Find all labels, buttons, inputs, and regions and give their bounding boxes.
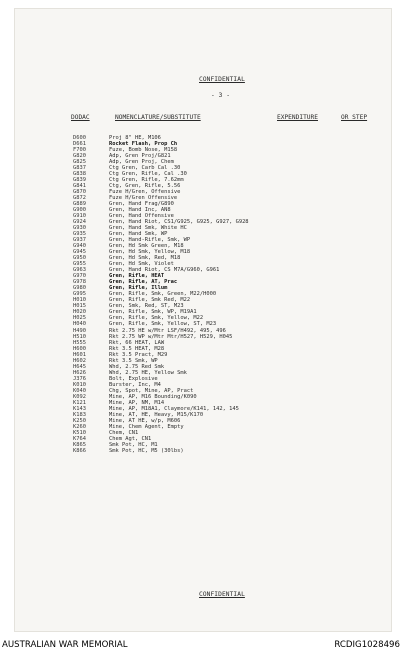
dodac-code: G995 — [73, 291, 86, 298]
dodac-code: K865 — [73, 441, 86, 448]
nomenclature-text: Rkt 2.75 WP w/Mtr Mtr/H527, H529, H045 — [109, 333, 233, 340]
dodac-code: G970 — [73, 273, 86, 280]
nomenclature-text: Gren, Hd Smk, Violet — [109, 261, 174, 268]
column-header-expenditure: EXPENDITURE — [277, 114, 318, 121]
nomenclature-text: Gren, Rifle, Smk, Yellow, M22 — [109, 315, 204, 322]
confidential-footer: CONFIDENTIAL — [199, 591, 245, 598]
dodac-code: H510 — [73, 333, 86, 340]
dodac-code: H015 — [73, 303, 86, 310]
dodac-code: H025 — [73, 315, 86, 322]
nomenclature-text: Burster, Inc, M4 — [109, 381, 161, 388]
nomenclature-text: Gren, Hand-Rifle, Smk, WP — [109, 237, 191, 244]
column-header-or-step: OR STEP — [341, 114, 368, 121]
nomenclature-text: Whd, 2.75 HE, Yellow Smk — [109, 369, 187, 376]
dodac-code: G839 — [73, 177, 86, 184]
dodac-code: D600 — [73, 135, 86, 141]
dodac-code: G870 — [73, 189, 86, 196]
list-item — [61, 448, 381, 454]
nomenclature-text: Gren, Hd Smk, Yellow, M18 — [109, 249, 191, 256]
nomenclature-text: Ctg, Gren, Rifle, 5.56 — [109, 183, 181, 190]
dodac-code: H601 — [73, 351, 86, 358]
nomenclature-text: Gren, Rifle, Smk, Yellow, ST, M23 — [109, 321, 217, 328]
dodac-code: K260 — [73, 423, 86, 430]
nomenclature-text: Gren, Hand Riot, CS M7A/G960, G961 — [109, 267, 220, 274]
dodac-code: G825 — [73, 159, 86, 166]
nomenclature-text: Fuze, Bomb Nose, M158 — [109, 147, 178, 154]
dodac-code: K040 — [73, 387, 86, 394]
nomenclature-text: Bolt, Explosive — [109, 375, 158, 382]
archive-source: AUSTRALIAN WAR MEMORIAL — [2, 640, 128, 650]
archive-footer — [0, 636, 404, 654]
dodac-code: D661 — [73, 141, 86, 148]
nomenclature-text: Gren, Hand Smk, White HC — [109, 225, 187, 232]
dodac-code: G837 — [73, 165, 86, 172]
nomenclature-text: Ctg Gren, Carb Cal .30 — [109, 165, 181, 172]
dodac-code: H010 — [73, 297, 86, 304]
nomenclature-text: Gren, Rifle, HEAT — [109, 273, 165, 280]
dodac-code: G820 — [73, 153, 86, 160]
nomenclature-text: Mine, AP, NM, M14 — [109, 399, 165, 406]
nomenclature-text: Adp, Gren Proj/G821 — [109, 153, 171, 160]
confidential-header: CONFIDENTIAL — [199, 76, 245, 83]
nomenclature-text: Rkt, 66 HEAT, LAW — [109, 339, 165, 346]
dodac-code: K183 — [73, 411, 86, 418]
nomenclature-text: Rocket Flash, Prop Ch — [109, 141, 178, 148]
dodac-code: G841 — [73, 183, 86, 190]
dodac-code: G980 — [73, 285, 86, 292]
nomenclature-text: Rkt 2.75 HE w/Mtr LSF/H492, 495, 496 — [109, 327, 226, 334]
dodac-code: K764 — [73, 435, 86, 442]
nomenclature-text: Mine, AP, M18A1, Claymore/K141, 142, 145 — [109, 405, 239, 412]
dodac-code: H040 — [73, 321, 86, 328]
nomenclature-text: Gren, Smk, Red, ST, M23 — [109, 303, 184, 310]
nomenclature-text: Rkt 3.5 HEAT, M28 — [109, 345, 165, 352]
dodac-code: G838 — [73, 171, 86, 178]
dodac-code: G955 — [73, 261, 86, 268]
archive-id: RCDIG1028496 — [334, 640, 400, 650]
dodac-code: G889 — [73, 201, 86, 208]
nomenclature-text: Proj 8" HE, M106 — [109, 135, 161, 141]
nomenclature-text: Mine, AP, M16 Bounding/K090 — [109, 393, 197, 400]
nomenclature-text: Gren, Hand Smk, WP — [109, 231, 168, 238]
dodac-code: G963 — [73, 267, 86, 274]
nomenclature-text: Rkt 3.5 Smk, WP — [109, 357, 158, 364]
nomenclature-text: Smk Pot, HC, M5 (30lbs) — [109, 447, 184, 454]
dodac-code: K250 — [73, 417, 86, 424]
nomenclature-text: Adp, Gren Proj, Chem — [109, 159, 174, 166]
nomenclature-text: Gren, Rifle, Smk, Green, M22/H000 — [109, 291, 217, 298]
nomenclature-text: Gren, Rifle, Smk, WP, M19A1 — [109, 309, 197, 316]
nomenclature-text: Gren, Hand Riot, CS1/G925, G925, G927, G928 — [109, 219, 249, 226]
dodac-code: G937 — [73, 237, 86, 244]
nomenclature-text: Whd, 2.75 Red Smk — [109, 363, 165, 370]
nomenclature-text: Gren, Rifle, Smk Red, M22 — [109, 297, 191, 304]
nomenclature-text: Gren, Hand Offensive — [109, 213, 174, 220]
nomenclature-text: Chg, Spot, Mine, AP, Pract — [109, 387, 194, 394]
column-header-dodac: DODAC — [71, 114, 90, 121]
dodac-code: G900 — [73, 207, 86, 214]
nomenclature-text: Rkt 3.5 Pract, M29 — [109, 351, 168, 358]
dodac-code: G940 — [73, 243, 86, 250]
nomenclature-text: Mine, Chem Agent, Empty — [109, 423, 184, 430]
dodac-code: K121 — [73, 399, 86, 406]
dodac-code: K010 — [73, 381, 86, 388]
dodac-code: F700 — [73, 147, 86, 154]
dodac-code: H645 — [73, 363, 86, 370]
ammunition-list — [61, 135, 381, 454]
dodac-code: H020 — [73, 309, 86, 316]
nomenclature-text: Mine, AT HE, w/p, M606 — [109, 417, 181, 424]
dodac-code: H626 — [73, 369, 86, 376]
dodac-code: K866 — [73, 447, 86, 454]
dodac-code: G945 — [73, 249, 86, 256]
column-header-nomenclature: NOMENCLATURE/SUBSTITUTE — [115, 114, 201, 121]
nomenclature-text: Chem Agt, CN1 — [109, 435, 152, 442]
dodac-code: K143 — [73, 405, 86, 412]
dodac-code: K092 — [73, 393, 86, 400]
dodac-code: G924 — [73, 219, 86, 226]
dodac-code: G930 — [73, 225, 86, 232]
nomenclature-text: Smk Pot, HC, M1 — [109, 441, 158, 448]
nomenclature-text: Chem, CN1 — [109, 429, 139, 436]
dodac-code: J376 — [73, 375, 86, 382]
nomenclature-text: Ctg Gren, Rifle, 7.62mm — [109, 177, 184, 184]
nomenclature-text: Ctg Gren, Rifle, Cal .30 — [109, 171, 187, 178]
dodac-code: H602 — [73, 357, 86, 364]
nomenclature-text: Fuze H/Gren Offensive — [109, 195, 178, 202]
dodac-code: G935 — [73, 231, 86, 238]
dodac-code: H600 — [73, 345, 86, 352]
nomenclature-text: Gren, Hd Smk, Red, M18 — [109, 255, 181, 262]
nomenclature-text: Gren, Rifle, Illum — [109, 285, 168, 292]
document-page — [14, 8, 392, 632]
dodac-code: G978 — [73, 279, 86, 286]
dodac-code: G872 — [73, 195, 86, 202]
nomenclature-text: Gren, Hand Frag/G890 — [109, 201, 174, 208]
nomenclature-text: Fuze H/Gren, Offensive — [109, 189, 181, 196]
nomenclature-text: Mine, AT, HE, Heavy, M15/K170 — [109, 411, 204, 418]
dodac-code: H490 — [73, 327, 86, 334]
page-number: - 3 - — [211, 92, 231, 99]
dodac-code: G950 — [73, 255, 86, 262]
nomenclature-text: Gren, Hand Inc, AN8 — [109, 207, 171, 214]
nomenclature-text: Gren, Hd Smk Green, M18 — [109, 243, 184, 250]
dodac-code: H555 — [73, 339, 86, 346]
dodac-code: K510 — [73, 429, 86, 436]
dodac-code: G910 — [73, 213, 86, 220]
nomenclature-text: Gren, Rifle, AT, Prac — [109, 279, 178, 286]
